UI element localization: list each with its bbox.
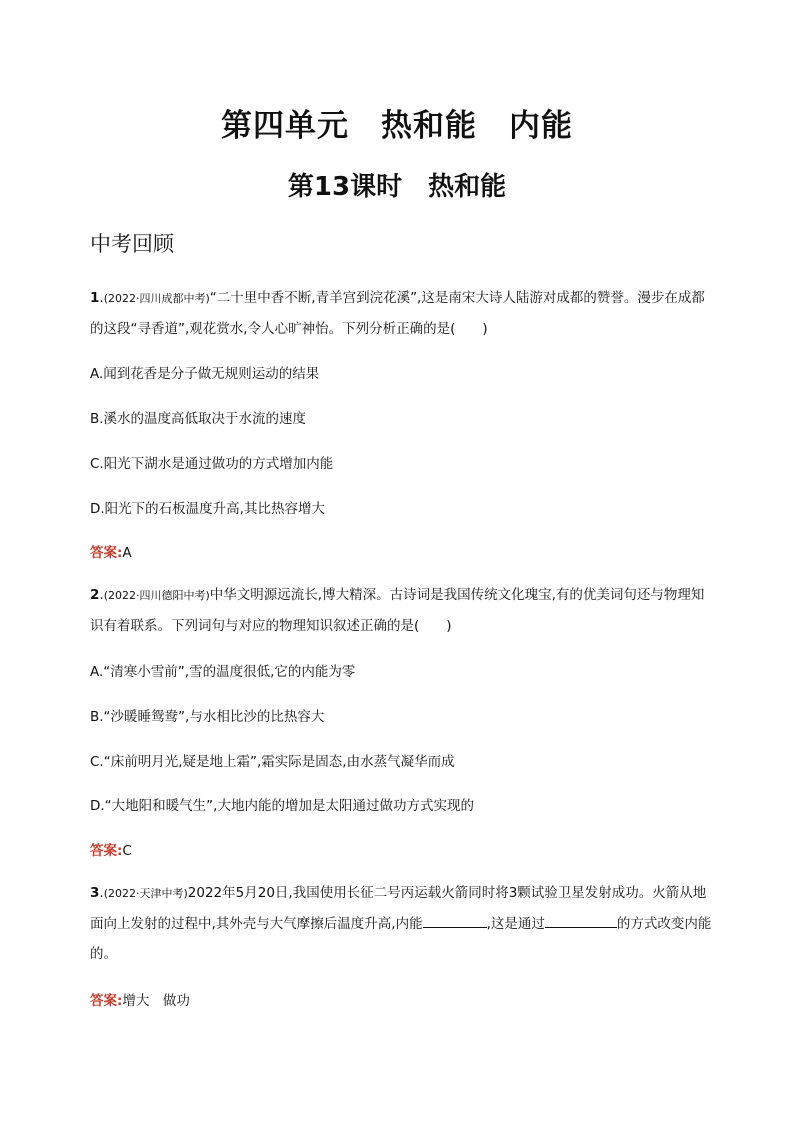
question-number: 3 [90,885,100,901]
question-number: 1 [90,290,100,306]
question-text: “二十里中香不断,青羊宫到浣花溪”,这是南宋大诗人陆游对成都的赞誉。漫步在成都的这段“寻香道”,观花赏水,令人心旷神怡。下列分析正确的是( ) [90,290,705,337]
question-1-option-b: B.溪水的温度高低取决于水流的速度 [90,411,307,427]
lesson-title: 第13课时 热和能 [287,172,507,202]
question-3-stem: 3.(2022·天津中考)2022年5月20日,我国使用长征二号丙运载火箭同时将3颗试验卫星发射成功。火箭从地面向上发射的过程中,其外壳与大气摩擦后温度升高,内能 ,这是通过 的方式改变内能的。 [90,885,712,962]
fill-blank-1[interactable] [423,913,487,928]
question-source: (2022·天津中考) [103,887,188,900]
answer-value: C [122,843,132,859]
answer-value: 增大 做功 [122,993,190,1009]
section-title: 中考回顾 [90,232,174,256]
question-2-option-c: C.“床前明月光,疑是地上霜”,霜实际是固态,由水蒸气凝华而成 [90,754,455,770]
answer-label: 答案: [90,843,123,859]
fill-blank-2[interactable] [545,913,617,928]
question-text-part3: 的方式改变内能的。 [90,916,712,962]
answer-label: 答案: [90,993,123,1009]
question-text: 中华文明源远流长,博大精深。古诗词是我国传统文化瑰宝,有的优美词句还与物理知识有着联系。下列词句与对应的物理知识叙述正确的是( ) [90,587,705,634]
question-number: 2 [90,587,100,603]
question-text-part1: 2022年5月20日,我国使用长征二号丙运载火箭同时将3颗试验卫星发射成功。火箭从地面向上发射的过程中,其外壳与大气摩擦后温度升高,内能 [90,885,707,932]
unit-title: 第四单元 热和能 内能 [221,108,573,144]
question-2-option-d: D.“大地阳和暖气生”,大地内能的增加是太阳通过做功方式实现的 [90,798,474,814]
question-source: (2022·四川德阳中考) [103,589,210,602]
answer-value: A [122,545,132,561]
question-text-part2: ,这是通过 [486,916,545,932]
question-1-stem: 1.(2022·四川成都中考)“二十里中香不断,青羊宫到浣花溪”,这是南宋大诗人陆游对成都的赞誉。漫步在成都的这段“寻香道”,观花赏水,令人心旷神怡。下列分析正确的是( ) [90,290,705,337]
question-source: (2022·四川成都中考) [103,292,210,305]
question-2-option-b: B.“沙暖睡鸳鸯”,与水相比沙的比热容大 [90,709,325,725]
question-2-answer [90,839,132,859]
question-1-option-c: C.阳光下湖水是通过做功的方式增加内能 [90,456,334,472]
question-1-option-d: D.阳光下的石板温度升高,其比热容增大 [90,501,325,517]
question-2-stem: 2.(2022·四川德阳中考)中华文明源远流长,博大精深。古诗词是我国传统文化瑰宝,有的优美词句还与物理知识有着联系。下列词句与对应的物理知识叙述正确的是( ) [90,587,705,634]
question-3-answer [90,989,190,1009]
answer-label: 答案: [90,545,123,561]
question-1-answer [90,541,132,561]
question-1-option-a: A.闻到花香是分子做无规则运动的结果 [90,366,320,382]
question-2-option-a: A.“清寒小雪前”,雪的温度很低,它的内能为零 [90,664,356,680]
